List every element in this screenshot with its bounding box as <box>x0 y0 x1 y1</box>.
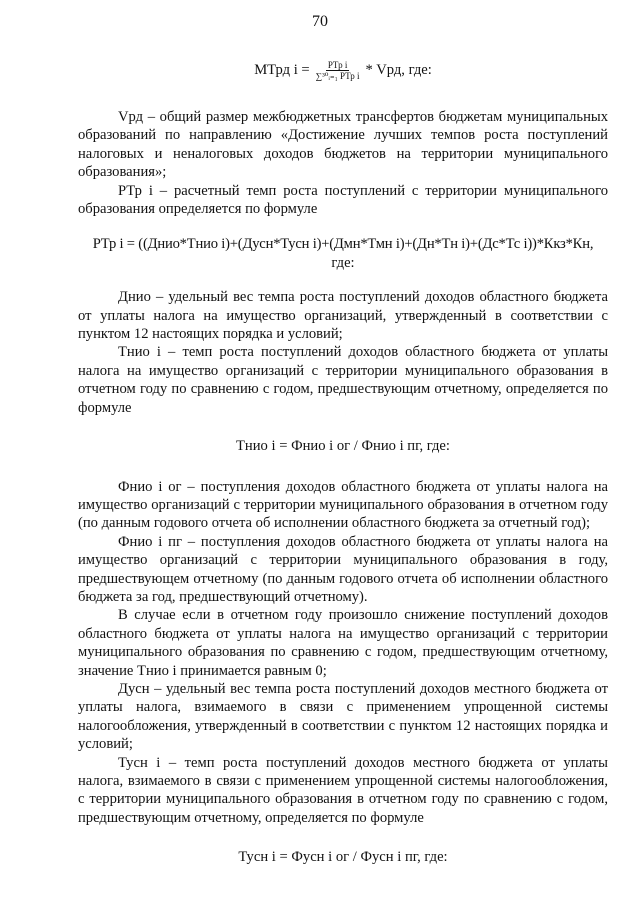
paragraph-dnio: Днио – удельный вес темпа роста поступлений доходов областного бюджета от уплаты налога на имущество организаций, утвержденный в соответствии с пунктом 12 настоящих порядка и условий; <box>78 289 608 343</box>
paragraph-tnio: Тнио i – темп роста поступлений доходов областного бюджета от уплаты налога на имущество организаций с территории муниципального образования в отчетном году по сравнению с годом, предшествующим отчетному, определяется по формуле <box>78 344 608 416</box>
page-number: 70 <box>312 13 328 30</box>
formula-rtp-line2: где: <box>331 254 355 271</box>
document-body <box>78 60 608 867</box>
paragraph-vrd: Vрд – общий размер межбюджетных трансфертов бюджетам муниципальных образований по направлению «Достижение лучших темпов роста поступлений налоговых и неналоговых доходов бюджетов на территории муниципального образования»; <box>78 109 608 181</box>
paragraph-tusn: Тусн i – темп роста поступлений доходов местного бюджета от уплаты налога, взимаемого в связи с применением упрощенной системы налогообложения, с территории муниципального образования в отчетном году по сравнению с годом, предшествующим отчетному, определяется по формуле <box>78 754 608 826</box>
fraction-numerator: РТр i <box>327 60 348 70</box>
formula-mtrd <box>78 60 608 81</box>
fraction-denominator: ∑³⁰ᵢ₌₁ РТр i <box>315 71 360 81</box>
formula-mtrd-lhs: МТрд i = <box>254 62 310 79</box>
formula-tusn: Тусн i = Фусн i ог / Фусн i пг, где: <box>238 849 448 866</box>
paragraph-rtp: РТр i – расчетный темп роста поступлений с территории муниципального образования определяется по формуле <box>78 182 608 218</box>
formula-rtp-line1: РТр i = ((Днио*Тнио i)+(Дусн*Тусн i)+(Дмн*Тмн i)+(Дн*Тн i)+(Дс*Тс i))*Ккз*Кн, <box>92 236 594 253</box>
paragraph-dusn: Дусн – удельный вес темпа роста поступлений доходов местного бюджета от уплаты налога, взимаемого в связи с применением упрощенной системы налогообложения, утвержденный в соответствии с пунктом 12 настоящих порядка и условий; <box>78 680 608 753</box>
paragraph-fnio-pg: Фнио i пг – поступления доходов областного бюджета от уплаты налога на имущество организаций с территории муниципального образования в году, предшествующем отчетному (по данным годового отчета об исполнении областного бюджета за год, предшествующий отчетному). <box>78 533 608 605</box>
formula-tnio: Тнио i = Фнио i ог / Фнио i пг, где: <box>236 438 450 455</box>
paragraph-fnio-og: Фнио i ог – поступления доходов областного бюджета от уплаты налога на имущество организаций с территории муниципального образования в отчетном году (по данным годового отчета об исполнении областного бюджета за отчетный год); <box>78 478 608 532</box>
formula-rtp <box>78 235 608 272</box>
formula-mtrd-rhs: * Vрд, где: <box>365 62 432 79</box>
formula-mtrd-fraction <box>314 60 362 81</box>
paragraph-case: В случае если в отчетном году произошло снижение поступлений доходов областного бюджета от уплаты налога на имущество организаций с территории муниципального образования по сравнению с годом, предшествующим отчетному, значение Тнио i принимается равным 0; <box>78 607 608 679</box>
